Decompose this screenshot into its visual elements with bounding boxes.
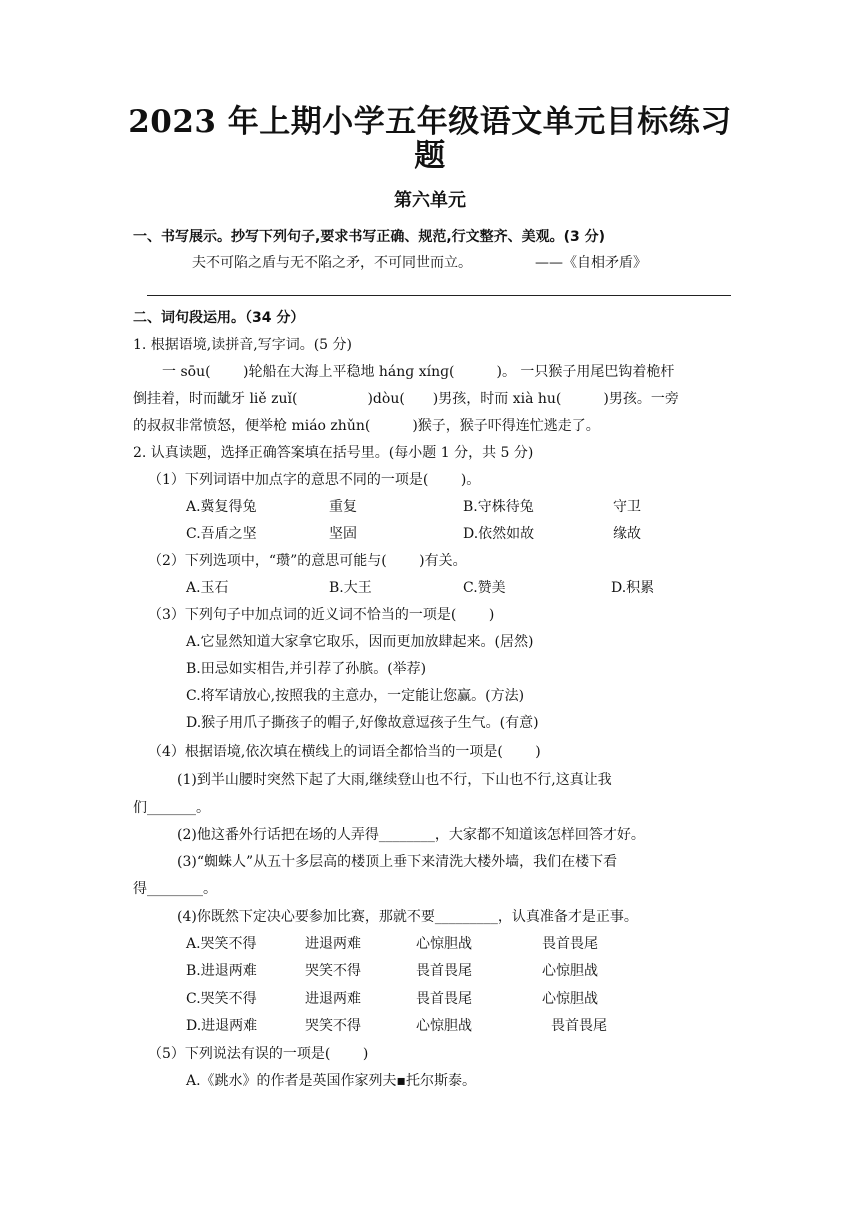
document-title: 2023 年上期小学五年级语文单元目标练习 — [128, 104, 732, 140]
option-cell: 心惊胆战 — [416, 936, 472, 952]
option-cell: 畏首畏尾 — [416, 963, 472, 979]
option-cell: 畏首畏尾 — [551, 1018, 607, 1034]
sub-question-4: （4）根据语境,依次填在横线上的词语全都恰当的一项是( ) — [148, 744, 541, 760]
option-line: B.田忌如实相告,并引荐了孙膑。(举荐) — [186, 661, 427, 677]
context-sentence: (1)到半山腰时突然下起了大雨,继续登山也不行，下山也不行,这真让我 — [177, 772, 612, 788]
option-cell: A.哭笑不得 — [186, 936, 257, 952]
option-cell: A.冀复得兔 — [186, 499, 257, 515]
option-cell: 哭笑不得 — [305, 1018, 361, 1034]
option-cell: 坚固 — [329, 526, 357, 542]
unit-heading: 第六单元 — [394, 190, 466, 211]
option-cell: C.吾盾之坚 — [186, 526, 257, 542]
pinyin-passage-line: 一 sōu( )轮船在大海上平稳地 hánɡ xínɡ( )。 一只猴子用尾巴钩着桅杆 — [162, 364, 675, 380]
option-cell: 心惊胆战 — [542, 991, 598, 1007]
option-cell: B.守株待兔 — [463, 499, 534, 515]
copy-sentence-source: ——《自相矛盾》 — [535, 255, 647, 271]
option-cell: A.玉石 — [186, 580, 229, 596]
sub-question-5: （5）下列说法有误的一项是( ) — [148, 1046, 369, 1062]
option-cell: 畏首畏尾 — [416, 991, 472, 1007]
context-sentence: (2)他这番外行话把在场的人弄得________，大家都不知道该怎样回答才好。 — [177, 827, 645, 843]
option-cell: 畏首畏尾 — [542, 936, 598, 952]
pinyin-passage-line: 的叔叔非常愤怒，便举枪 miáo zhǔn( )猴子，猴子吓得连忙逃走了。 — [133, 418, 600, 434]
writing-line[interactable] — [147, 295, 731, 296]
option-cell: 进退两难 — [305, 936, 361, 952]
option-line: A.它显然知道大家拿它取乐，因而更加放肆起来。(居然) — [186, 634, 534, 650]
option-line: C.将军请放心,按照我的主意办，一定能让您赢。(方法) — [186, 688, 525, 704]
section-1-heading: 一、书写展示。抄写下列句子,要求书写正确、规范,行文整齐、美观。(3 分) — [133, 229, 606, 245]
pinyin-passage-line: 倒挂着，时而龇牙 liě zuǐ( )dòu( )男孩，时而 xià hu( )男孩。一旁 — [133, 391, 679, 407]
sub-question-2: （2）下列选项中，“瓒”的意思可能与( )有关。 — [148, 553, 467, 569]
option-line: A.《跳水》的作者是英国作家列夫▪托尔斯泰。 — [186, 1073, 477, 1089]
context-sentence: 们_______。 — [133, 800, 210, 816]
option-line: D.猴子用爪子撕孩子的帽子,好像故意逗孩子生气。(有意) — [186, 715, 539, 731]
option-cell: D.依然如故 — [463, 526, 535, 542]
context-sentence: 得________。 — [133, 881, 217, 897]
document-title-continued: 题 — [414, 138, 446, 174]
context-sentence: (3)“蜘蛛人”从五十多层高的楼顶上垂下来清洗大楼外墙，我们在楼下看 — [177, 854, 618, 870]
option-cell: D.积累 — [611, 580, 655, 596]
option-cell: 缘故 — [613, 526, 641, 542]
option-cell: D.进退两难 — [186, 1018, 258, 1034]
option-cell: 进退两难 — [305, 991, 361, 1007]
sub-question-1: （1）下列词语中加点字的意思不同的一项是( )。 — [148, 472, 481, 488]
option-cell: 守卫 — [613, 499, 641, 515]
question-1-prompt: 1. 根据语境,读拼音,写字词。(5 分) — [133, 337, 352, 353]
option-cell: 重复 — [329, 499, 357, 515]
option-cell: B.进退两难 — [186, 963, 257, 979]
option-cell: B.大王 — [329, 580, 372, 596]
context-sentence: (4)你既然下定决心要参加比赛，那就不要_________，认真准备才是正事。 — [177, 909, 638, 925]
option-cell: 哭笑不得 — [305, 963, 361, 979]
option-cell: 心惊胆战 — [416, 1018, 472, 1034]
option-cell: C.赞美 — [463, 580, 506, 596]
question-2-prompt: 2. 认真读题，选择正确答案填在括号里。(每小题 1 分，共 5 分) — [133, 445, 534, 461]
section-2-heading: 二、词句段运用。（34 分） — [133, 310, 305, 326]
option-cell: C.哭笑不得 — [186, 991, 257, 1007]
sub-question-3: （3）下列句子中加点词的近义词不恰当的一项是( ) — [148, 607, 495, 623]
copy-sentence: 夫不可陷之盾与无不陷之矛，不可同世而立。 — [192, 255, 472, 271]
option-cell: 心惊胆战 — [542, 963, 598, 979]
